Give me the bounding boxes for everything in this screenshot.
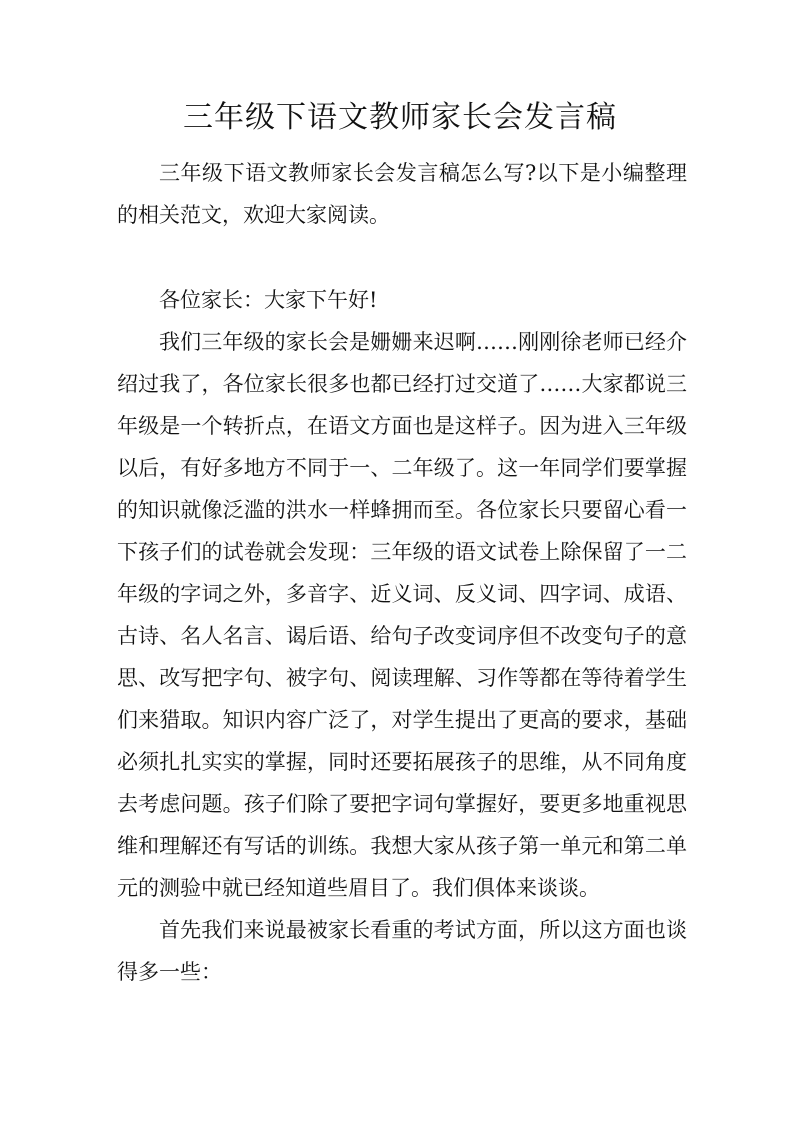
- body-paragraph-2: 首先我们来说最被家长看重的考试方面，所以这方面也谈得多一些：: [117, 918, 687, 984]
- intro-paragraph: 三年级下语文教师家长会发言稿怎么写?以下是小编整理的相关范文，欢迎大家阅读。: [117, 161, 687, 227]
- intro-section: [117, 152, 687, 236]
- body-paragraph-1: 我们三年级的家长会是姗姗来迟啊……刚刚徐老师已经介绍过我了，各位家长很多也都已经打过交道了……大家都说三年级是一个转折点，在语文方面也是这样子。因为进入三年级以后，有好多地方不同于一、二年级了。这一年同学们要掌握的知识就像泛滥的洪水一样蜂拥而至。各位家长只要留心看一下孩子们的试卷就会发现：三年级的语文试卷上除保留了一二年级的字词之外，多音字、近义词、反义词、四字词、成语、古诗、名人名言、谒后语、给句子改变词序但不改变句子的意思、改写把字句、被字句、阅读理解、习作等都在等待着学生们来猎取。知识内容广泛了，对学生提出了更高的要求，基础必须扎扎实实的掌握，同时还要拓展孩子的思维，从不同角度去考虑问题。孩子们除了要把字词句掌握好，要更多地重视思维和理解还有写话的训练。我想大家从孩子第一单元和第二单元的测验中就已经知道些眉目了。我们俱体来谈谈。: [117, 330, 687, 900]
- greeting-paragraph: 各位家长：大家下午好!: [159, 288, 378, 312]
- document-title: 三年级下语文教师家长会发言稿: [183, 100, 617, 135]
- speech-body: [117, 279, 687, 993]
